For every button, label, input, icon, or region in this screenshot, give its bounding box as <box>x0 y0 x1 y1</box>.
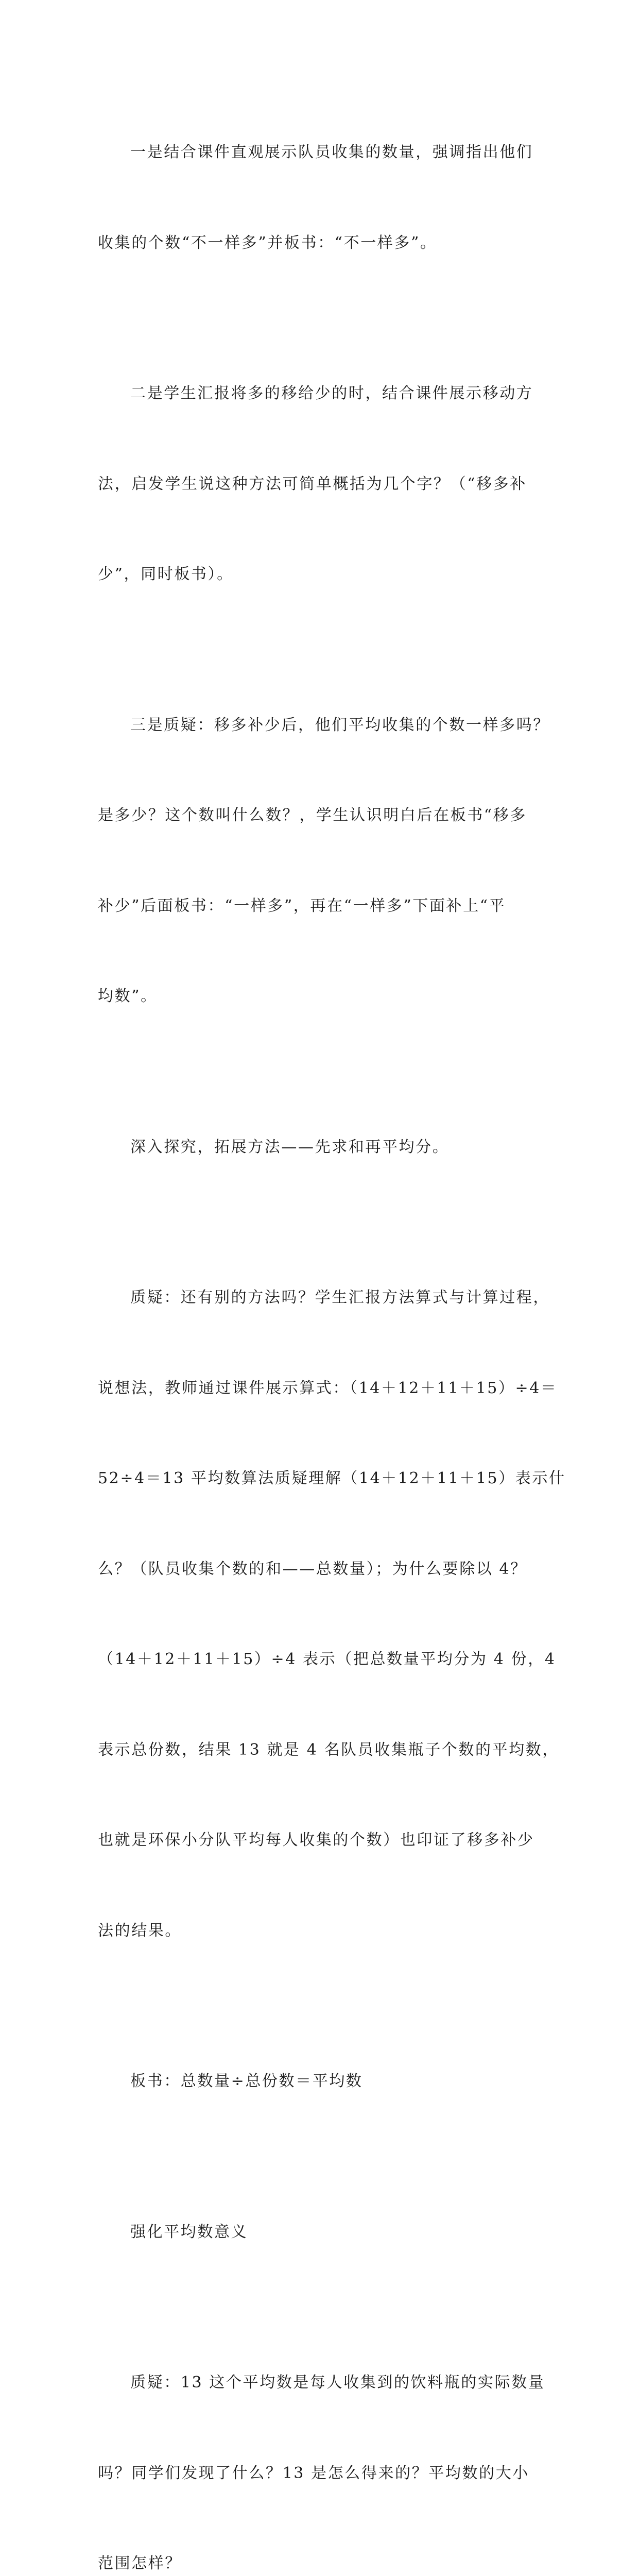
paragraph <box>98 77 546 318</box>
paragraph <box>98 318 546 650</box>
paragraph <box>98 2006 546 2157</box>
paragraph <box>98 2308 546 2576</box>
text-line: 么？（队员收集个数的和——总数量）；为什么要除以 4？ <box>98 1560 527 1578</box>
text-line: 板书：总数量÷总份数＝平均数 <box>130 2072 363 2090</box>
text-line: 吗？同学们发现了什么？13 是怎么得来的？平均数的大小 <box>98 2464 529 2482</box>
text-line: 强化平均数意义 <box>130 2223 248 2241</box>
text-line: 也就是环保小分队平均每人收集的个数）也印证了移多补少 <box>98 1831 534 1849</box>
text-line: 二是学生汇报将多的移给少的时，结合课件展示移动方 <box>130 384 533 402</box>
text-line: 52÷4＝13 平均数算法质疑理解（14＋12＋11＋15）表示什 <box>98 1469 566 1487</box>
text-line: 质疑：13 这个平均数是每人收集到的饮料瓶的实际数量 <box>130 2374 545 2392</box>
paragraph <box>98 1223 566 2006</box>
paragraph <box>98 650 550 1072</box>
text-line: 法的结果。 <box>98 1921 182 1940</box>
text-line: 说想法，教师通过课件展示算式：（14＋12＋11＋15）÷4＝ <box>98 1379 558 1397</box>
text-line: 均数”。 <box>98 987 158 1005</box>
text-line: 法，启发学生说这种方法可简单概括为几个字？（“移多补 <box>98 474 527 493</box>
text-line: 补少”后面板书：“一样多”，再在“一样多”下面补上“平 <box>98 896 506 915</box>
text-line: 质疑：还有别的方法吗？学生汇报方法算式与计算过程， <box>130 1289 550 1307</box>
text-line: 是多少？这个数叫什么数？，学生认识明白后在板书“移多 <box>98 806 527 824</box>
text-line: 三是质疑：移多补少后，他们平均收集的个数一样多吗？ <box>130 716 550 734</box>
paragraph <box>98 2157 546 2308</box>
text-line: 深入探究，拓展方法——先求和再平均分。 <box>130 1138 450 1156</box>
text-line: 范围怎样？ <box>98 2554 182 2572</box>
text-line: （14＋12＋11＋15）÷4 表示（把总数量平均分为 4 份，4 <box>98 1650 556 1668</box>
document-body <box>98 77 566 2576</box>
text-line: 一是结合课件直观展示队员收集的数量，强调指出他们 <box>130 143 533 161</box>
text-line: 表示总份数，结果 13 就是 4 名队员收集瓶子个数的平均数， <box>98 1740 560 1759</box>
text-line: 收集的个数“不一样多”并板书：“不一样多”。 <box>98 233 437 252</box>
text-line: 少”，同时板书）。 <box>98 565 234 583</box>
paragraph <box>98 1072 546 1223</box>
